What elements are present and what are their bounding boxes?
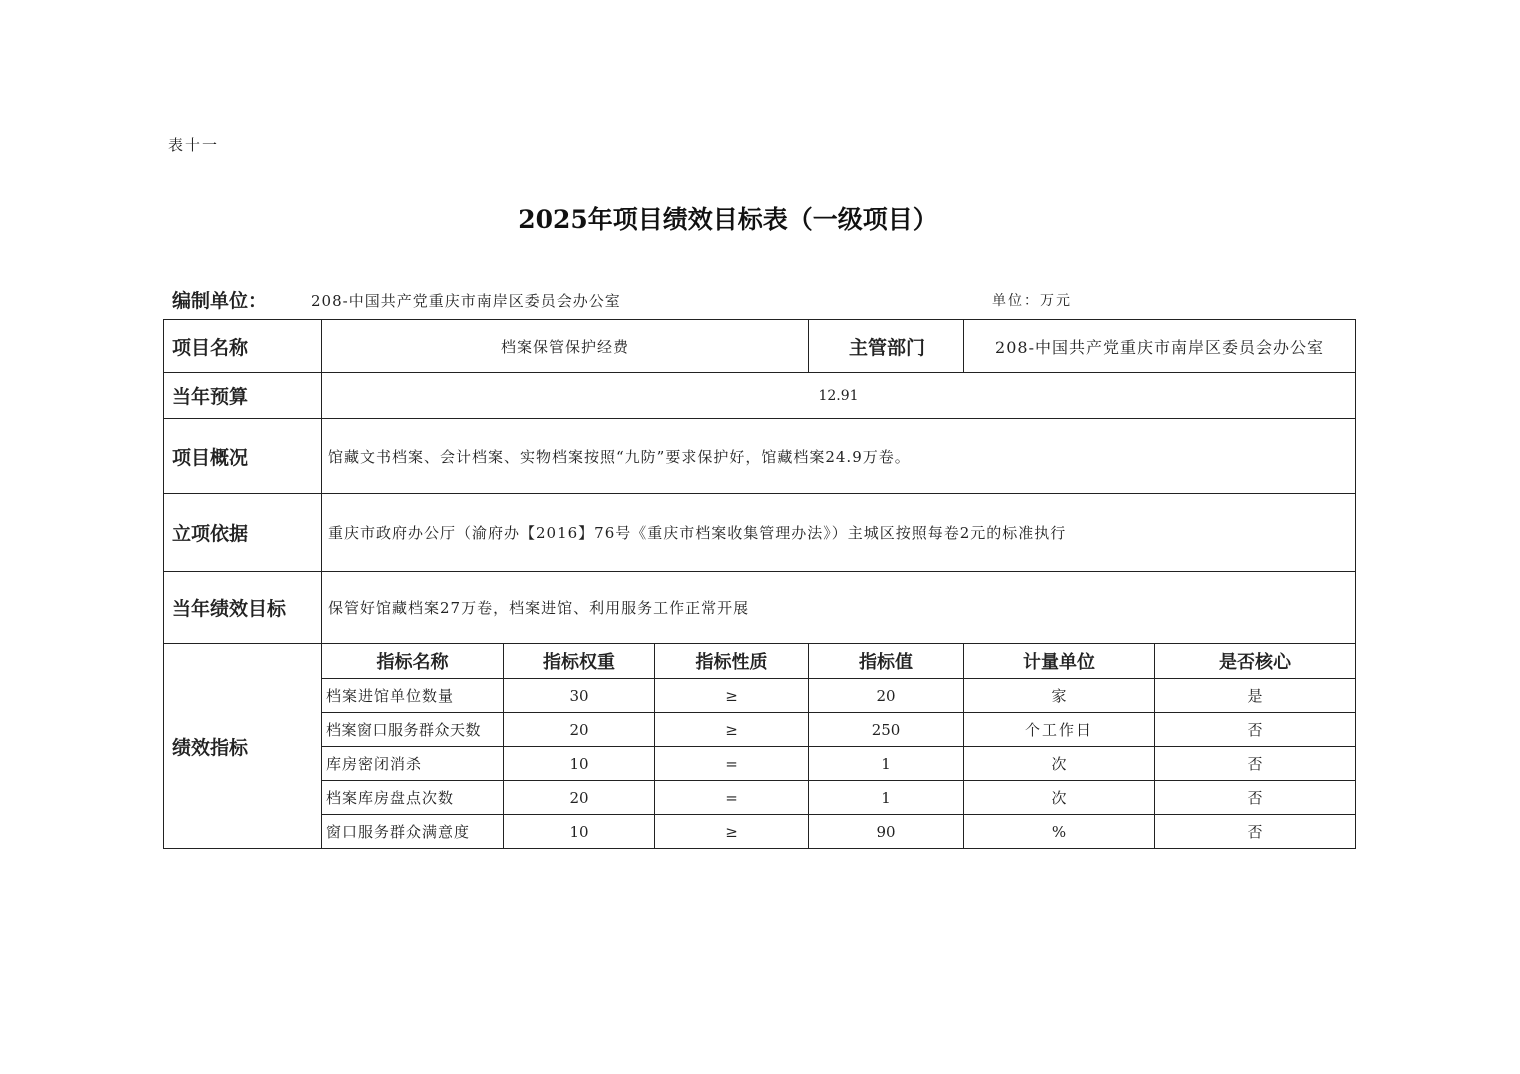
indicator-name: 库房密闭消杀	[322, 747, 504, 781]
indicator-unit: 个工作日	[964, 713, 1155, 747]
table-row	[164, 781, 1356, 815]
indicator-unit: %	[964, 815, 1155, 849]
indicator-unit: 次	[964, 747, 1155, 781]
indicator-unit: 家	[964, 679, 1155, 713]
indicator-core: 是	[1155, 679, 1356, 713]
project-name-label: 项目名称	[164, 320, 322, 373]
header-unit: 计量单位	[964, 644, 1155, 679]
indicator-header-row	[164, 644, 1356, 679]
indicator-nature: ≥	[655, 679, 809, 713]
page-title: 2025年项目绩效目标表（一级项目）	[518, 205, 938, 234]
currency-unit: 单位：万元	[992, 293, 1072, 309]
indicator-weight: 20	[504, 713, 655, 747]
indicators-label: 绩效指标	[164, 644, 322, 849]
overview-row	[164, 419, 1356, 494]
goal-value: 保管好馆藏档案27万卷，档案进馆、利用服务工作正常开展	[322, 572, 1356, 644]
indicator-name: 窗口服务群众满意度	[322, 815, 504, 849]
table-row	[164, 747, 1356, 781]
header-nature: 指标性质	[655, 644, 809, 679]
header-indicator-name: 指标名称	[322, 644, 504, 679]
header-weight: 指标权重	[504, 644, 655, 679]
indicator-name: 档案窗口服务群众天数	[322, 713, 504, 747]
header-core: 是否核心	[1155, 644, 1356, 679]
budget-value: 12.91	[322, 373, 1356, 419]
project-name-row	[164, 320, 1356, 373]
indicator-weight: 10	[504, 815, 655, 849]
compiler-label: 编制单位：	[172, 290, 268, 312]
header-value: 指标值	[809, 644, 964, 679]
goal-label: 当年绩效目标	[164, 572, 322, 644]
dept-value: 208-中国共产党重庆市南岸区委员会办公室	[964, 320, 1356, 373]
indicator-unit: 次	[964, 781, 1155, 815]
indicator-nature: ≥	[655, 815, 809, 849]
table-row	[164, 815, 1356, 849]
indicator-core: 否	[1155, 781, 1356, 815]
table-row	[164, 713, 1356, 747]
indicator-nature: ≥	[655, 713, 809, 747]
compiler-name: 208-中国共产党重庆市南岸区委员会办公室	[311, 292, 621, 310]
dept-label: 主管部门	[809, 320, 964, 373]
basis-label: 立项依据	[164, 494, 322, 572]
indicator-value: 90	[809, 815, 964, 849]
table-row	[164, 679, 1356, 713]
goal-row	[164, 572, 1356, 644]
indicator-value: 20	[809, 679, 964, 713]
indicator-name: 档案进馆单位数量	[322, 679, 504, 713]
meta-row	[168, 286, 1354, 316]
indicator-core: 否	[1155, 747, 1356, 781]
indicator-nature: =	[655, 747, 809, 781]
budget-row	[164, 373, 1356, 419]
indicator-name: 档案库房盘点次数	[322, 781, 504, 815]
overview-value: 馆藏文书档案、会计档案、实物档案按照“九防”要求保护好，馆藏档案24.9万卷。	[322, 419, 1356, 494]
indicator-weight: 30	[504, 679, 655, 713]
basis-row	[164, 494, 1356, 572]
performance-table	[163, 319, 1356, 849]
basis-value: 重庆市政府办公厅（渝府办【2016】76号《重庆市档案收集管理办法》）主城区按照每卷2元的标准执行	[322, 494, 1356, 572]
project-name-value: 档案保管保护经费	[322, 320, 809, 373]
indicator-weight: 10	[504, 747, 655, 781]
budget-label: 当年预算	[164, 373, 322, 419]
indicator-core: 否	[1155, 815, 1356, 849]
indicator-core: 否	[1155, 713, 1356, 747]
indicator-value: 1	[809, 781, 964, 815]
indicator-value: 1	[809, 747, 964, 781]
overview-label: 项目概况	[164, 419, 322, 494]
indicator-weight: 20	[504, 781, 655, 815]
table-number: 表十一	[168, 136, 220, 154]
indicator-nature: =	[655, 781, 809, 815]
indicator-value: 250	[809, 713, 964, 747]
